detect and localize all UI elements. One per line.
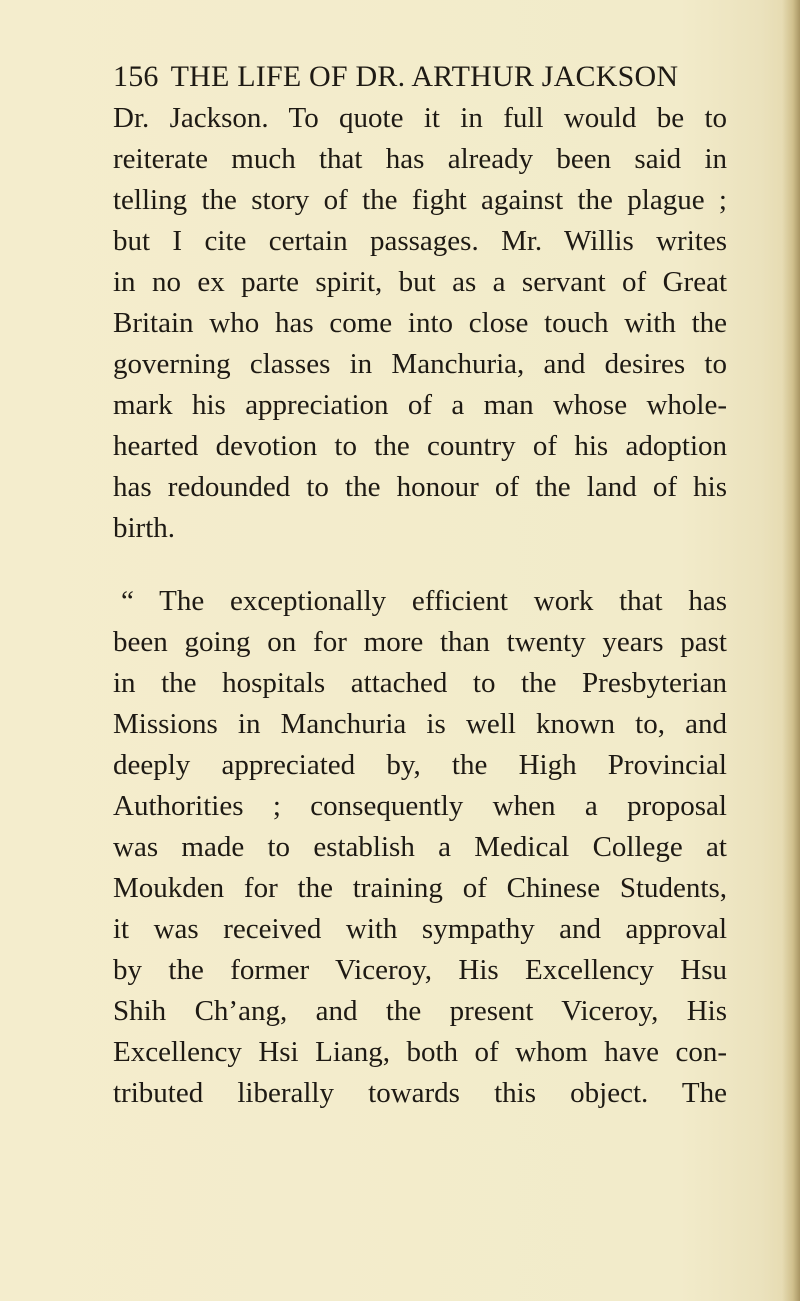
text-line: Moukden for the training of Chinese Students, [113, 872, 727, 904]
text-line: been going on for more than twenty years past [113, 626, 727, 658]
text-line: Excellency Hsi Liang, both of whom have con- [113, 1036, 727, 1068]
text-line: Missions in Manchuria is well known to, and [113, 708, 727, 740]
book-title: THE LIFE OF DR. ARTHUR JACKSON [170, 60, 679, 93]
text-line: mark his appreciation of a man whose whole- [113, 389, 727, 421]
page-number: 156 [113, 60, 159, 93]
text-line: in no ex parte spirit, but as a servant of Great [113, 266, 727, 298]
text-line: has redounded to the honour of the land of his [113, 471, 727, 503]
text-line: reiterate much that has already been said in [113, 143, 727, 175]
paragraph [113, 98, 727, 549]
text-line: telling the story of the fight against the plague ; [113, 184, 727, 216]
text-line: was made to establish a Medical College at [113, 831, 727, 863]
text-line: but I cite certain passages. Mr. Willis writes [113, 225, 727, 257]
text-line: Britain who has come into close touch with the [113, 307, 727, 339]
text-line: Dr. Jackson. To quote it in full would be to [113, 102, 727, 134]
text-line: in the hospitals attached to the Presbyterian [113, 667, 727, 699]
text-line: governing classes in Manchuria, and desires to [113, 348, 727, 380]
paragraph [113, 581, 727, 1114]
text-line: hearted devotion to the country of his adoption [113, 430, 727, 462]
body-text [113, 98, 727, 1114]
text-line: Authorities ; consequently when a proposal [113, 790, 727, 822]
text-line: “ The exceptionally efficient work that has [121, 585, 727, 617]
page-edge-shadow [782, 0, 800, 1301]
text-line: Shih Ch’ang, and the present Viceroy, His [113, 995, 727, 1027]
text-line: it was received with sympathy and approval [113, 913, 727, 945]
text-line: tributed liberally towards this object. The [113, 1077, 727, 1109]
text-line: deeply appreciated by, the High Provincial [113, 749, 727, 781]
text-line: by the former Viceroy, His Excellency Hsu [113, 954, 727, 986]
running-header [113, 60, 753, 100]
text-line: birth. [113, 512, 176, 544]
